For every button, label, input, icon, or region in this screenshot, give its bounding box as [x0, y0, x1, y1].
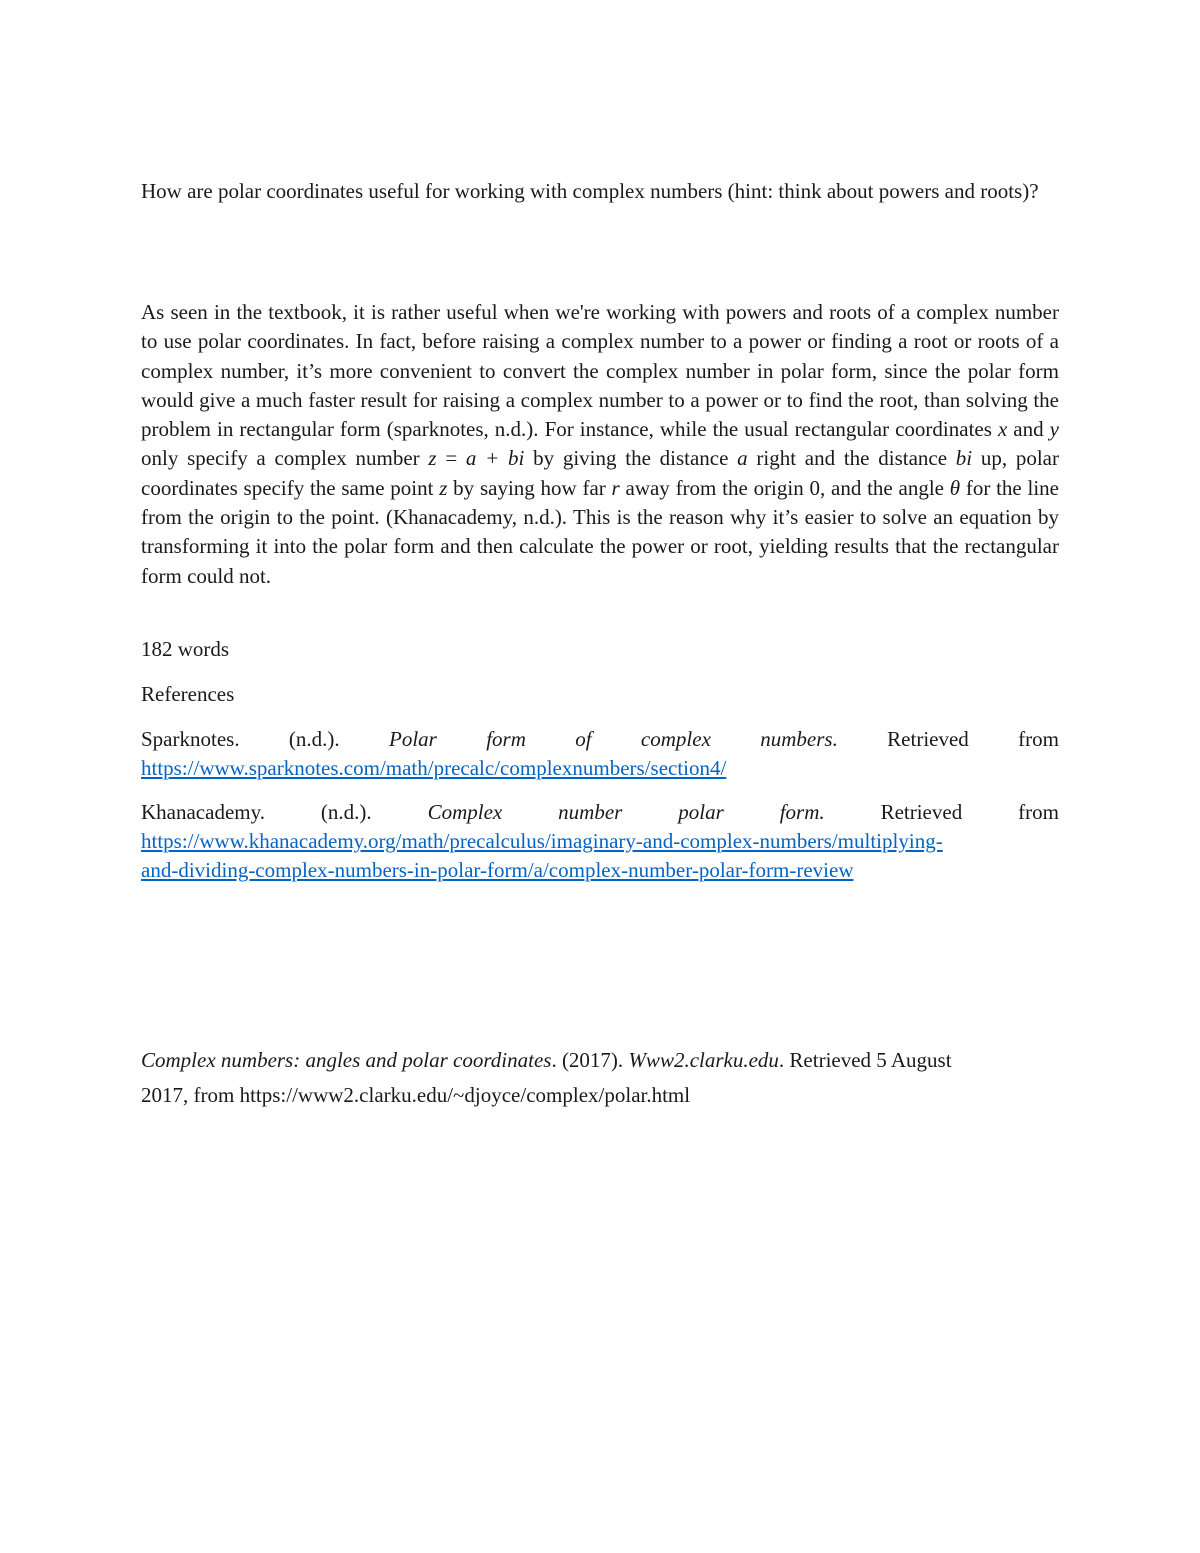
reference-title-word: polar [678, 800, 724, 824]
reference-sparknotes [141, 725, 1059, 783]
reference-title-word: number [558, 800, 623, 824]
citation-site: Www2.clarku.edu [628, 1048, 779, 1072]
citation-line [141, 1043, 1059, 1078]
citation-second-line: 2017, from https://www2.clarku.edu/~djoyce/complex/polar.html [141, 1083, 691, 1107]
math-var-theta: θ [949, 475, 961, 500]
math-var-z-point: z [439, 475, 448, 500]
answer-text-5: up, polar coordinates specify the same point [141, 446, 1059, 500]
answer-text-7: away from the origin 0, and the angle [619, 475, 950, 500]
math-equals: = [436, 446, 466, 471]
reference-title-word: Complex [427, 800, 503, 824]
answer-text-6: by saying how far [447, 475, 612, 500]
reference-line [141, 725, 1059, 754]
reference-date: (n.d.). [320, 800, 372, 824]
answer-text-3: by giving the distance [524, 446, 738, 471]
question-text: How are polar coordinates useful for working with complex numbers (hint: think about powers and roots)? [141, 179, 1039, 203]
reference-url-link[interactable]: https://www.sparknotes.com/math/precalc/complexnumbers/section4/ [141, 756, 727, 780]
reference-title-word: form [486, 727, 526, 751]
answer-text-2: only specify a complex number [141, 446, 429, 471]
answer-text-4: right and the distance [747, 446, 956, 471]
citation-first-line [141, 1043, 952, 1078]
math-var-y: y [1049, 417, 1059, 442]
answer-paragraph [141, 298, 1059, 591]
answer-text-1: As seen in the textbook, it is rather useful when we're working with powers and roots of a complex number to use polar coordinates. In fact, before raising a complex number to a power or finding a root or roots of a complex number, it’s more convenient to convert the complex number in polar form, since the polar form would give a much faster result for raising a complex number to a power or to find the root, than solving the problem in rectangular form (sparknotes, n.d.). For instance, while the usual rectangular coordinates [141, 300, 1059, 442]
math-var-x: x [997, 417, 1008, 442]
reference-date: (n.d.). [288, 727, 340, 751]
reference-retrieved: Retrieved [887, 727, 969, 751]
reference-title-word: form. [779, 800, 825, 824]
math-var-a: a [737, 446, 748, 471]
reference-khanacademy [141, 798, 1059, 885]
answer-text-8: for the line from the origin to the point. (Khanacademy, n.d.). This is the reason why it’s easier to solve an equation by transforming it into the polar form and then calculate the power or root, yielding results that the rectangular form could not. [141, 475, 1059, 588]
reference-title-word: complex [640, 727, 711, 751]
reference-author: Khanacademy. [141, 800, 265, 824]
reference-url-link[interactable]: https://www.khanacademy.org/math/precalculus/imaginary-and-complex-numbers/multiplying- [141, 829, 943, 853]
math-var-r: r [611, 475, 620, 500]
word-count: 182 words [141, 637, 230, 661]
reference-title-word: Polar [389, 727, 437, 751]
citation-title: Complex numbers: angles and polar coordinates [141, 1048, 552, 1072]
reference-title-word: of [575, 727, 592, 751]
citation-title-period: . [551, 1048, 557, 1072]
document-page [141, 0, 1059, 1553]
math-var-bi: bi [955, 446, 973, 471]
citation-retrieved-date: . Retrieved 5 August [778, 1048, 952, 1072]
reference-from: from [1018, 800, 1059, 824]
math-var-z: z [428, 446, 437, 471]
reference-from: from [1018, 727, 1059, 751]
reference-url-link-continued[interactable]: and-dividing-complex-numbers-in-polar-form/a/complex-number-polar-form-review [141, 858, 854, 882]
citation-year: (2017). [556, 1048, 629, 1072]
answer-and: and [1007, 417, 1050, 442]
reference-line [141, 798, 1059, 827]
reference-author: Sparknotes. [141, 727, 240, 751]
reference-title-word: numbers. [760, 727, 838, 751]
reference-retrieved: Retrieved [880, 800, 963, 824]
math-expr-a-plus-bi: a + bi [465, 446, 525, 471]
citation-clarku [141, 1043, 1059, 1113]
references-heading: References [141, 682, 235, 706]
